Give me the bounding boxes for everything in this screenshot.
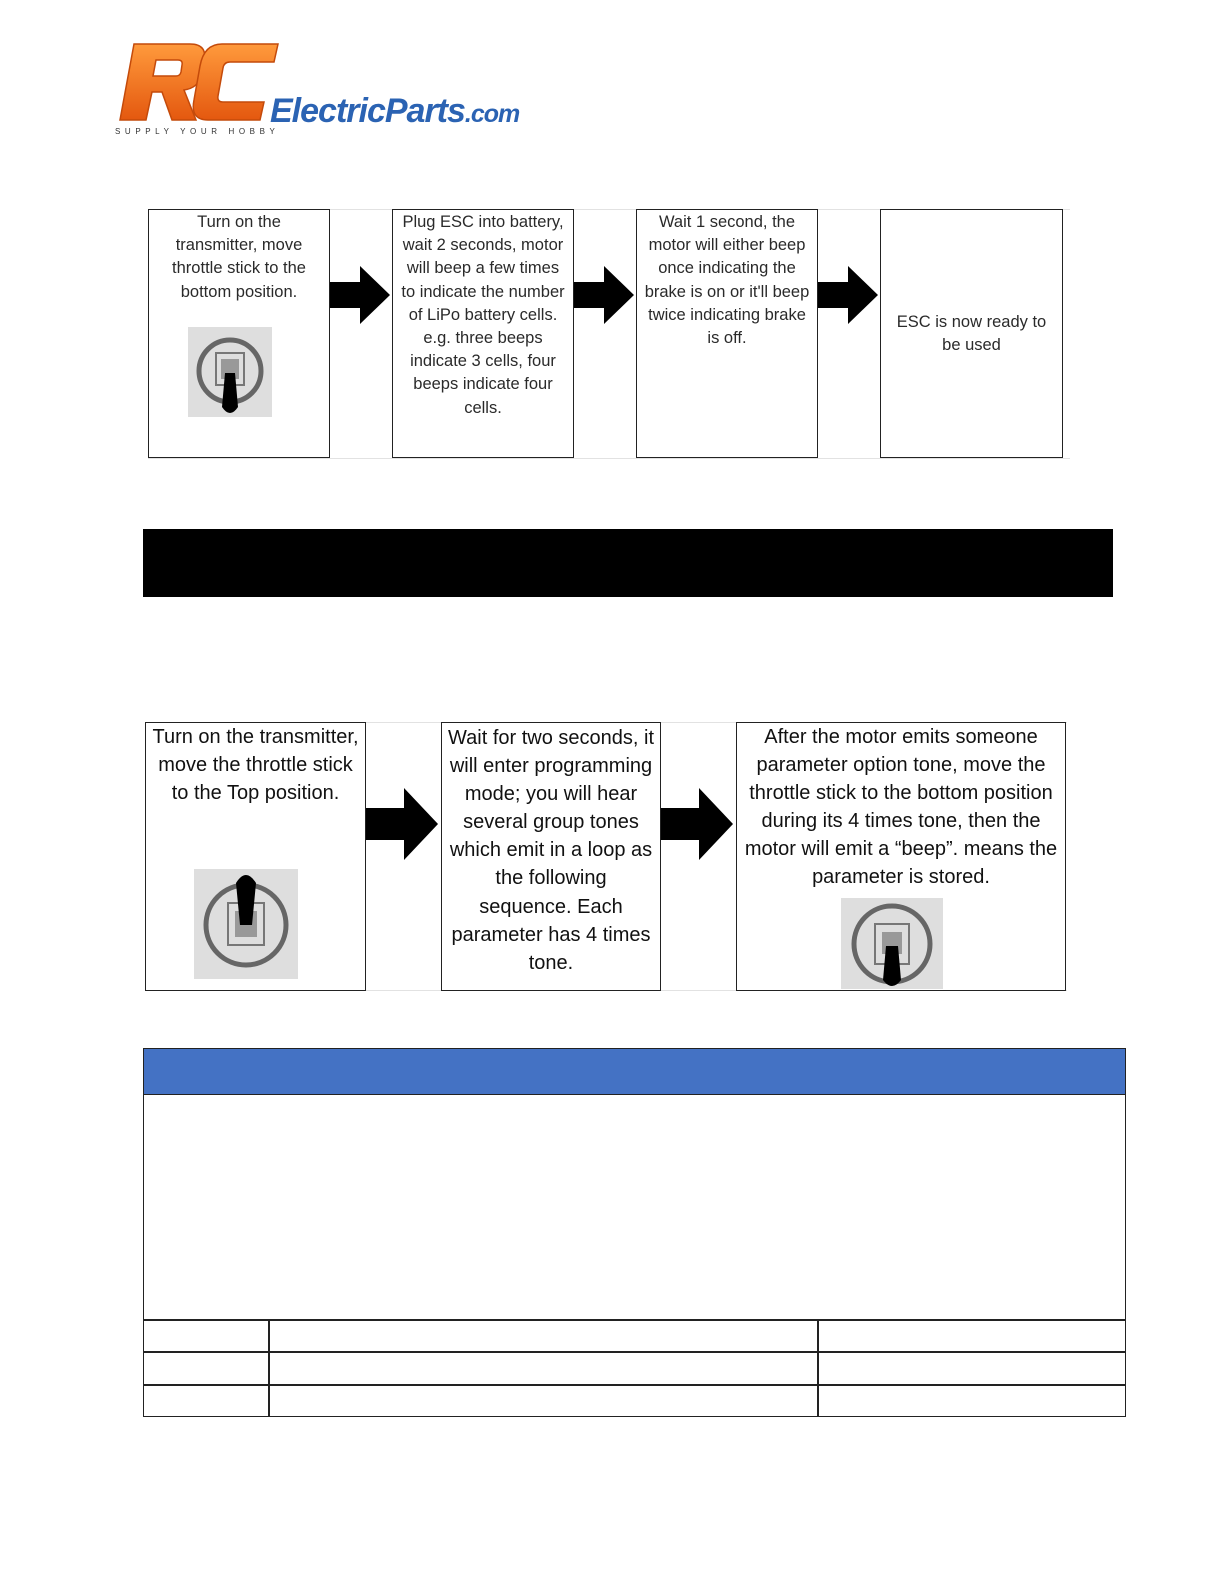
right-arrow-icon: [574, 264, 636, 326]
rc-logo-mark-icon: [112, 38, 282, 128]
site-name: ElectricParts.com: [270, 92, 520, 130]
grid-line: [148, 458, 1070, 459]
table-row-divider: [144, 1351, 1125, 1353]
right-arrow-icon: [330, 264, 392, 326]
throttle-stick-bottom-icon: [841, 898, 943, 989]
programming-step-2: [441, 722, 661, 991]
logo-tagline: SUPPLY YOUR HOBBY: [115, 127, 280, 136]
throttle-stick-top-icon: [194, 869, 298, 979]
right-arrow-icon: [366, 786, 440, 862]
table-row-divider: [144, 1384, 1125, 1386]
table-row-divider: [144, 1319, 1125, 1321]
brand-logo: [112, 38, 542, 142]
table-header-bar: [144, 1049, 1125, 1095]
right-arrow-icon: [661, 786, 735, 862]
table-column-divider: [268, 1319, 270, 1416]
arming-step-4: [880, 209, 1063, 458]
step-text: Turn on the transmitter, move throttle stick to the bottom position.: [172, 213, 306, 301]
arming-step-3: [636, 209, 818, 458]
step-text: ESC is now ready to be used: [896, 312, 1047, 354]
section-header-bar: [143, 529, 1113, 597]
step-text: Wait for two seconds, it will enter programming mode; you will hear several group tones which emit in a loop as the following sequence. Each parameter has 4 times tone.: [448, 727, 654, 974]
parameter-table: [143, 1048, 1126, 1417]
throttle-stick-bottom-icon: [188, 327, 272, 417]
step-text: Wait 1 second, the motor will either beep once indicating the brake is on or it'll beep twice indicating brake is off.: [644, 213, 810, 348]
step-text: After the motor emits someone parameter option tone, move the throttle stick to the bottom position during its 4 times tone, then the motor will emit a “beep”. means the parameter is stored.: [744, 726, 1058, 889]
table-column-divider: [817, 1319, 819, 1416]
step-text: Plug ESC into battery, wait 2 seconds, motor will beep a few times to indicate the number of LiPo battery cells. e.g. three beeps indicate 3 cells, four beeps indicate four cells.: [401, 213, 565, 417]
step-text: Turn on the transmitter, move the throttle stick to the Top position.: [152, 726, 359, 805]
right-arrow-icon: [818, 264, 880, 326]
arming-step-2: [392, 209, 574, 458]
